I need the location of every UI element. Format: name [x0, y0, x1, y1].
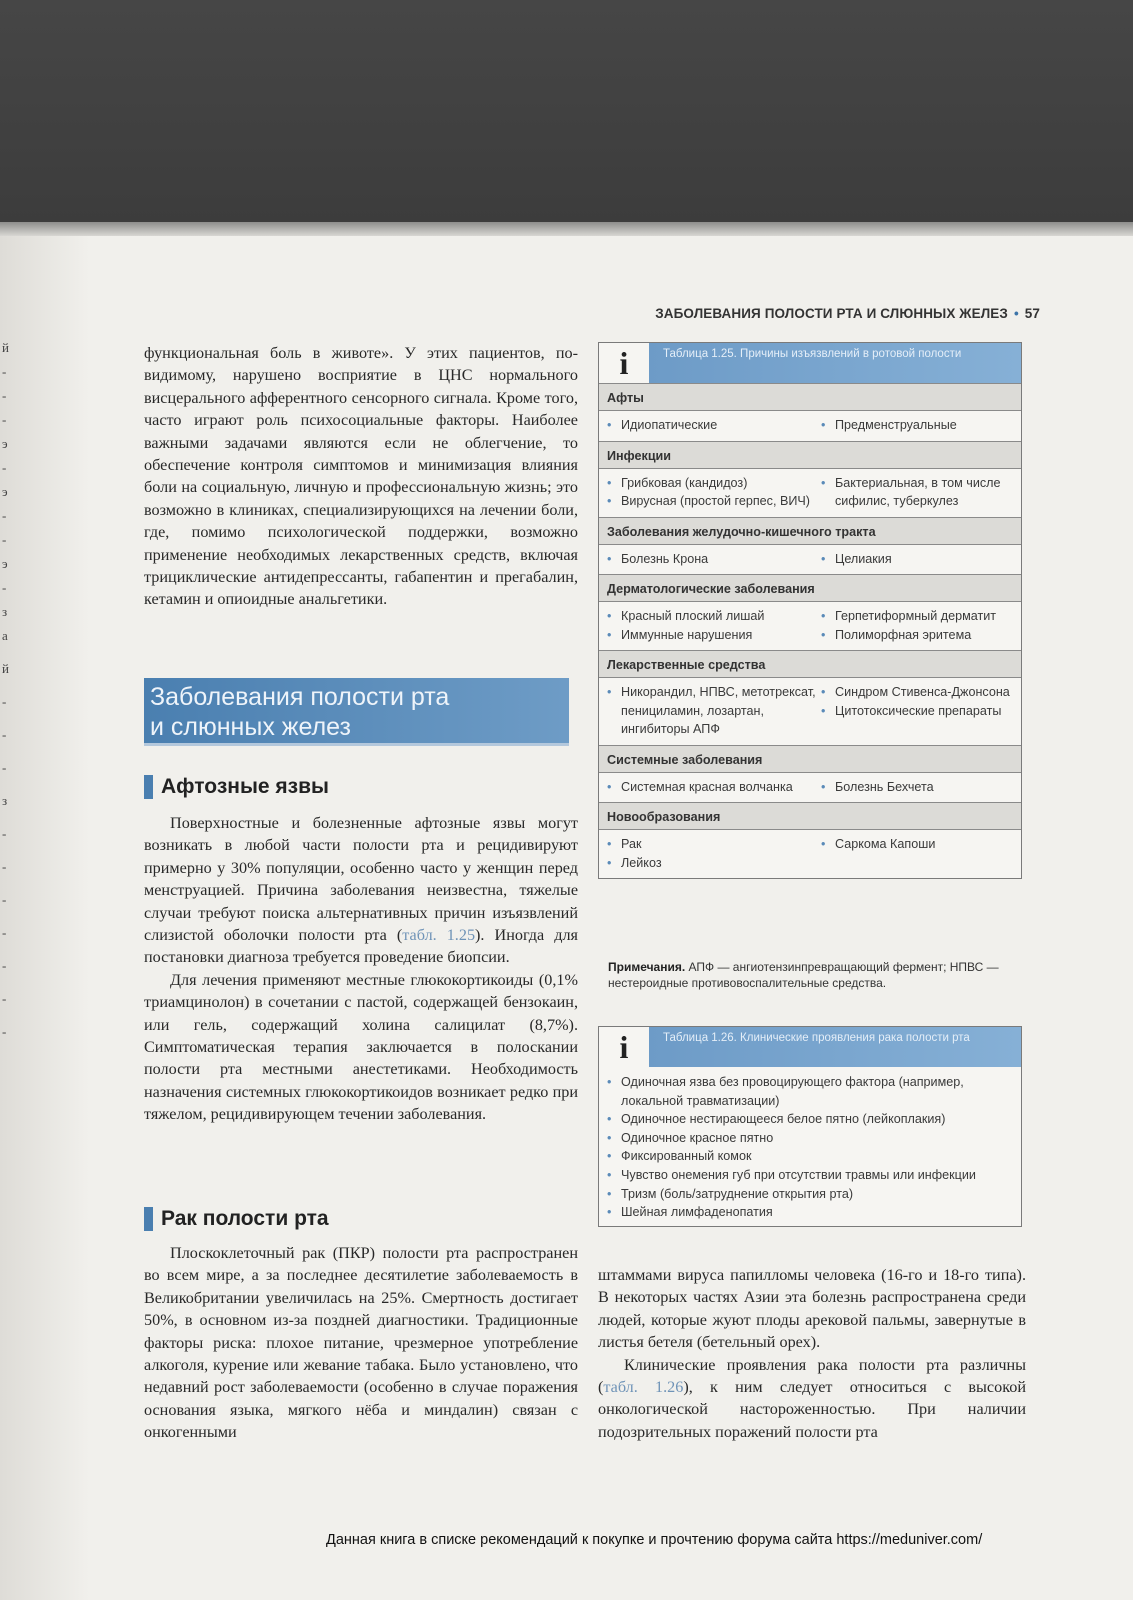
- subheading-marker: [144, 1207, 153, 1231]
- bullet-icon: •: [821, 627, 826, 642]
- bullet-text: Грибковая (кандидоз): [621, 475, 748, 490]
- edge-mark: э: [2, 556, 8, 571]
- section-heading-line2: и слюнных желез: [150, 713, 351, 741]
- bullet-icon: •: [607, 855, 612, 870]
- bullet-icon: •: [821, 837, 826, 851]
- bullet-text: Идиопатические: [621, 418, 718, 432]
- table-1-25-note: [608, 960, 1000, 991]
- page-number: 57: [1024, 306, 1040, 321]
- bullet-item: [607, 626, 817, 645]
- page-top-edge: [0, 222, 1133, 236]
- bullet-icon: •: [607, 685, 612, 699]
- table-category: Дерматологические заболевания: [599, 574, 1021, 602]
- table-1-25-header: [599, 343, 1021, 383]
- table-category: Афты: [599, 383, 1021, 411]
- bullet-text: Предменструальные: [835, 418, 957, 432]
- note-text: АПФ — ангиотензинпревращающий фермент; НПВС — нестероидные противовоспалительные средства.: [608, 960, 999, 990]
- edge-mark: -: [2, 958, 7, 973]
- bullet-icon: •: [821, 418, 826, 432]
- edge-mark: -: [2, 460, 7, 475]
- table-row: [599, 602, 1021, 650]
- bullet-item: [821, 416, 1013, 435]
- bullet-item: [607, 854, 817, 873]
- table-cell-right: [817, 607, 1013, 644]
- bullet-icon: •: [821, 703, 826, 718]
- table-cell-right: [817, 550, 1013, 569]
- edge-mark: й: [2, 661, 9, 676]
- bullet-item: [821, 778, 1013, 797]
- subheading-aphthous-text: Афтозные язвы: [161, 775, 329, 798]
- table-cell-right: [817, 683, 1013, 739]
- bullet-item: [821, 607, 1013, 626]
- bullet-text: Системная красная волчанка: [621, 779, 793, 794]
- intro-paragraph: функциональная боль в животе». У этих пациентов, по-видимому, нарушено восприятие в ЦНС нормального висцерального афферентного сенсорного сигнала. Кроме того, часто играют роль психосоциальные факторы. Наиболее важными задачами являются если не облегчение, то обеспечение контроля симптомов и минимизация влияния боли на социальную, личную и профессиональную жизнь; это возможно в клиниках, специализирующихся на лечении боли, где, помимо психологической поддержки, возможно применение необходимых лекарственных средств, включая трициклические антидепрессанты, габапентин и прегабалин, кетамин и опиоидные анальгетики.: [144, 344, 578, 609]
- subheading-aphthous: [144, 774, 329, 800]
- bullet-icon: •: [607, 1149, 612, 1164]
- table-cell-left: [607, 683, 817, 739]
- edge-mark: -: [2, 892, 7, 907]
- edge-mark: -: [2, 925, 7, 940]
- edge-mark: -: [2, 388, 7, 403]
- table-cell-left: [607, 474, 817, 511]
- edge-mark: -: [2, 727, 7, 742]
- bullet-icon: •: [821, 475, 826, 490]
- bullet-text: Бактериальная, в том числе сифилис, туберкулез: [835, 475, 1001, 508]
- bullet-icon: •: [607, 779, 612, 794]
- bullet-text: Синдром Стивенса-Джонсона: [835, 685, 1010, 699]
- oral-cancer-paragraph: Плоскоклеточный рак (ПКР) полости рта распространен во всем мире, а за последнее десятилетие заболеваемость в Великобритании увеличилась на 25%. Смертность достигает 50%, в основном из-за поздней диагностики. Традиционные факторы риска: плохое питание, чрезмерное употребление алкоголя, курение или жевание табака. Было установлено, что недавний рост заболеваемости (особенно в случае поражения основания языка, мягкого нёба и миндалин) связан с онкогенными: [144, 1244, 578, 1442]
- bullet-text: Шейная лимфаденопатия: [621, 1205, 773, 1220]
- aphthous-p1-text: Поверхностные и болезненные афтозные язвы могут возникать в любой части полости рта и рецидивируют примерно у 30% популяции, особенно часто у женщин перед менструацией. Причина заболевания неизвестна, тяжелые случаи требуют поиска альтернативных причин изъязвлений слизистой оболочки полости рта (: [144, 814, 578, 945]
- bullet-item: [821, 550, 1013, 569]
- table-1-26-header: [599, 1027, 1021, 1067]
- bullet-text: Вирусная (простой герпес, ВИЧ): [621, 494, 810, 508]
- right-paragraph-2: [598, 1354, 1026, 1444]
- bullet-text: Одиночное нестирающееся белое пятно (лейкоплакия): [621, 1112, 946, 1127]
- bullet-text: Фиксированный комок: [621, 1149, 752, 1164]
- bullet-item: [821, 835, 1013, 854]
- scan-dark-background: [0, 0, 1133, 228]
- subheading-oral-cancer-text: Рак полости рта: [161, 1207, 329, 1230]
- table-row: [599, 545, 1021, 575]
- edge-mark: -: [2, 1024, 7, 1039]
- table-row: [599, 411, 1021, 441]
- table-category: Новообразования: [599, 802, 1021, 830]
- table-cell-right: [817, 778, 1013, 797]
- bullet-text: Иммунные нарушения: [621, 627, 753, 642]
- table-ref-126[interactable]: табл. 1.26: [603, 1378, 684, 1397]
- bullet-icon: •: [821, 609, 826, 623]
- oral-cancer-text: [144, 1242, 578, 1444]
- bullet-item: [821, 702, 1013, 721]
- edge-mark: й: [2, 340, 9, 355]
- left-column: [144, 342, 578, 611]
- edge-mark: -: [2, 508, 7, 523]
- bullet-icon: •: [607, 1167, 612, 1182]
- table-category: Лекарственные средства: [599, 650, 1021, 678]
- bullet-item: [607, 1185, 1013, 1204]
- bullet-text: Рак: [621, 837, 642, 851]
- bullet-text: Одиночное красное пятно: [621, 1130, 774, 1145]
- bullet-item: [607, 778, 817, 797]
- bullet-item: [607, 683, 817, 739]
- bullet-item: [607, 474, 817, 493]
- bullet-item: [607, 492, 817, 511]
- bullet-text: Болезнь Крона: [621, 551, 709, 566]
- bullet-icon: •: [607, 1130, 612, 1145]
- bullet-icon: •: [821, 551, 826, 566]
- table-cell-right: [817, 835, 1013, 872]
- table-category: Заболевания желудочно-кишечного тракта: [599, 517, 1021, 545]
- bullet-icon: •: [821, 779, 826, 794]
- info-icon: i: [599, 343, 649, 383]
- table-cell-left: [607, 778, 817, 797]
- bullet-item: [821, 626, 1013, 645]
- right-p2-text-end: ), к ним следует относиться с высокой онкологической настороженностью. При наличии подозрительных поражений полости рта: [598, 1378, 1026, 1441]
- bullet-text: Целиакия: [835, 551, 892, 566]
- table-1-25: [598, 342, 1022, 879]
- table-1-26-list: [599, 1067, 1021, 1226]
- table-ref-125[interactable]: табл. 1.25: [402, 926, 476, 945]
- table-row: [599, 678, 1021, 745]
- info-icon: i: [599, 1027, 649, 1067]
- bullet-text: Цитотоксические препараты: [835, 703, 1002, 718]
- table-category: Инфекции: [599, 441, 1021, 469]
- note-label: Примечания.: [608, 960, 686, 974]
- facing-page-edge-marks: [2, 340, 16, 1057]
- bullet-text: Тризм (боль/затруднение открытия рта): [621, 1186, 854, 1201]
- table-1-25-body: [599, 383, 1021, 878]
- edge-mark: -: [2, 991, 7, 1006]
- edge-mark: -: [2, 760, 7, 775]
- bullet-item: [607, 1129, 1013, 1148]
- table-cell-right: [817, 416, 1013, 435]
- edge-mark: э: [2, 436, 8, 451]
- right-column-text: [598, 1264, 1026, 1443]
- table-row: [599, 773, 1021, 803]
- bullet-icon: •: [607, 475, 612, 490]
- bullet-item: [607, 1073, 1013, 1110]
- edge-mark: -: [2, 859, 7, 874]
- bullet-text: Саркома Капоши: [835, 837, 936, 851]
- footer-notice: Данная книга в списке рекомендаций к покупке и прочтению форума сайта https://meduniver.com/: [326, 1532, 983, 1548]
- bullet-item: [607, 416, 817, 435]
- right-continuation-paragraph: штаммами вируса папилломы человека (16-го и 18-го типа). В некоторых частях Азии эта болезнь распространена среди людей, которые жуют плоды арековой пальмы, завернутые в листья бетеля (бетельный орех).: [598, 1266, 1026, 1352]
- table-1-26-title: Таблица 1.26. Клинические проявления рака полости рта: [649, 1027, 1021, 1067]
- bullet-icon: •: [821, 685, 826, 699]
- bullet-icon: •: [607, 609, 612, 623]
- table-category: Системные заболевания: [599, 745, 1021, 773]
- edge-mark: э: [2, 484, 8, 499]
- running-head-title: ЗАБОЛЕВАНИЯ ПОЛОСТИ РТА И СЛЮННЫХ ЖЕЛЕЗ: [655, 306, 1008, 321]
- edge-mark: -: [2, 694, 7, 709]
- bullet-item: [607, 1166, 1013, 1185]
- bullet-icon: •: [607, 1112, 612, 1127]
- bullet-item: [607, 835, 817, 854]
- edge-mark: з: [2, 793, 8, 808]
- running-head-separator: •: [1013, 306, 1019, 321]
- table-row: [599, 830, 1021, 878]
- bullet-icon: •: [607, 627, 612, 642]
- right-p2-text: Клинические проявления рака полости рта различны (: [598, 1355, 1026, 1397]
- aphthous-p1-text-end: ). Иногда для постановки диагноза требуется проведение биопсии.: [144, 926, 578, 967]
- table-cell-left: [607, 416, 817, 435]
- bullet-item: [607, 1203, 1013, 1222]
- aphthous-paragraph-1: [144, 812, 578, 969]
- section-heading: [144, 678, 569, 746]
- bullet-icon: •: [607, 837, 612, 851]
- edge-mark: з: [2, 604, 8, 619]
- bullet-text: Герпетиформный дерматит: [835, 609, 997, 623]
- running-head: [590, 306, 1040, 326]
- bullet-icon: •: [607, 551, 612, 566]
- edge-mark: -: [2, 412, 7, 427]
- bullet-item: [607, 550, 817, 569]
- edge-mark: -: [2, 826, 7, 841]
- bullet-item: [607, 1147, 1013, 1166]
- bullet-item: [821, 683, 1013, 702]
- bullet-icon: •: [607, 1075, 612, 1089]
- table-cell-right: [817, 474, 1013, 511]
- bullet-text: Чувство онемения губ при отсутствии травмы или инфекции: [621, 1167, 976, 1182]
- subheading-oral-cancer: [144, 1206, 329, 1232]
- table-1-26: [598, 1026, 1022, 1227]
- aphthous-text: [144, 812, 578, 1126]
- bullet-text: Болезнь Бехчета: [835, 779, 934, 794]
- table-cell-left: [607, 835, 817, 872]
- bullet-text: Красный плоский лишай: [621, 609, 765, 623]
- bullet-icon: •: [607, 418, 612, 432]
- table-cell-left: [607, 550, 817, 569]
- edge-mark: -: [2, 532, 7, 547]
- bullet-item: [821, 474, 1013, 511]
- table-row: [599, 469, 1021, 517]
- table-1-25-title: Таблица 1.25. Причины изъязвлений в ротовой полости: [649, 343, 1021, 383]
- section-heading-line1: Заболевания полости рта: [150, 683, 450, 711]
- bullet-item: [607, 607, 817, 626]
- aphthous-paragraph-2: Для лечения применяют местные глюкокортикоиды (0,1% триамцинолон) в сочетании с пастой, содержащей бензокаин, или гель, содержащий холина салицилат (8,7%). Симптоматическая терапия заключается в полоскании полости рта местными анестетиками. Необходимость назначения системных глюкокортикоидов возникает редко при тяжелом, рецидивирующем течении заболевания.: [144, 970, 578, 1124]
- subheading-marker: [144, 775, 153, 799]
- bullet-icon: •: [607, 1205, 612, 1220]
- bullet-text: Никорандил, НПВС, метотрексат, пенициламин, лозартан, ингибиторы АПФ: [621, 685, 816, 736]
- bullet-item: [607, 1110, 1013, 1129]
- edge-mark: -: [2, 580, 7, 595]
- edge-mark: а: [2, 628, 8, 643]
- bullet-text: Полиморфная эритема: [835, 627, 972, 642]
- bullet-icon: •: [607, 494, 612, 508]
- edge-mark: -: [2, 364, 7, 379]
- bullet-text: Одиночная язва без провоцирующего фактора (например, локальной травматизации): [621, 1075, 964, 1108]
- bullet-text: Лейкоз: [621, 855, 662, 870]
- bullet-icon: •: [607, 1186, 612, 1201]
- table-cell-left: [607, 607, 817, 644]
